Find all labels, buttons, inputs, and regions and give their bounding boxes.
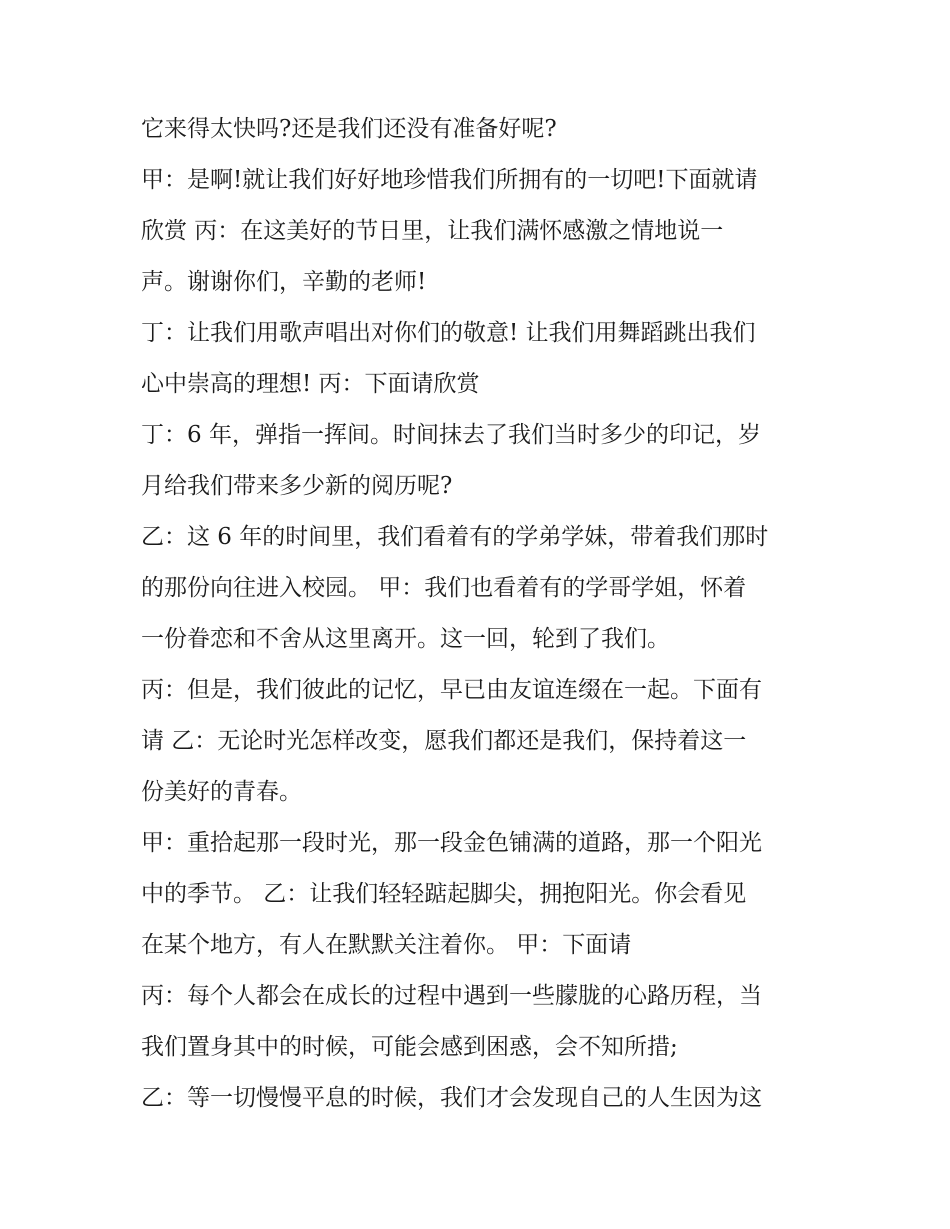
text-line-7: 丁：6 年，弹指一挥间。时间抹去了我们当时多少的印记，岁 [141, 422, 761, 448]
text-line-6: 心中崇高的理想! 丙：下面请欣赏 [141, 371, 480, 397]
text-line-11: 一份眷恋和不舍从这里离开。这一回，轮到了我们。 [141, 626, 670, 652]
text-line-19: 我们置身其中的时候，可能会感到困惑，会不知所措; [141, 1034, 678, 1060]
text-line-20: 乙：等一切慢慢平息的时候，我们才会发现自己的人生因为这 [141, 1085, 762, 1111]
text-line-15: 甲：重拾起那一段时光，那一段金色铺满的道路，那一个阳光 [141, 830, 762, 856]
text-line-8: 月给我们带来多少新的阅历呢? [141, 473, 453, 499]
text-line-1: 它来得太快吗?还是我们还没有准备好呢? [141, 116, 557, 142]
text-line-17: 在某个地方，有人在默默关注着你。 甲：下面请 [141, 932, 632, 958]
text-line-16: 中的季节。 乙：让我们轻轻踮起脚尖，拥抱阳光。你会看见 [141, 881, 747, 907]
text-line-18: 丙：每个人都会在成长的过程中遇到一些朦胧的心路历程，当 [141, 983, 762, 1009]
text-line-4: 声。谢谢你们，辛勤的老师! [141, 269, 427, 295]
text-line-14: 份美好的青春。 [141, 779, 302, 805]
text-line-5: 丁：让我们用歌声唱出对你们的敬意! 让我们用舞蹈跳出我们 [141, 320, 756, 346]
text-line-2: 甲：是啊!就让我们好好地珍惜我们所拥有的一切吧!下面就请 [141, 167, 758, 193]
text-line-10: 的那份向往进入校园。 甲：我们也看着有的学哥学姐，怀着 [141, 575, 747, 601]
text-line-12: 丙：但是，我们彼此的记忆，早已由友谊连缀在一起。下面有 [141, 677, 762, 703]
document-body [141, 104, 831, 1124]
text-line-9: 乙：这 6 年的时间里，我们看着有的学弟学妹，带着我们那时 [141, 524, 769, 550]
text-line-3: 欣赏 丙：在这美好的节日里，让我们满怀感激之情地说一 [141, 218, 724, 244]
text-line-13: 请 乙：无论时光怎样改变，愿我们都还是我们，保持着这一 [141, 728, 747, 754]
